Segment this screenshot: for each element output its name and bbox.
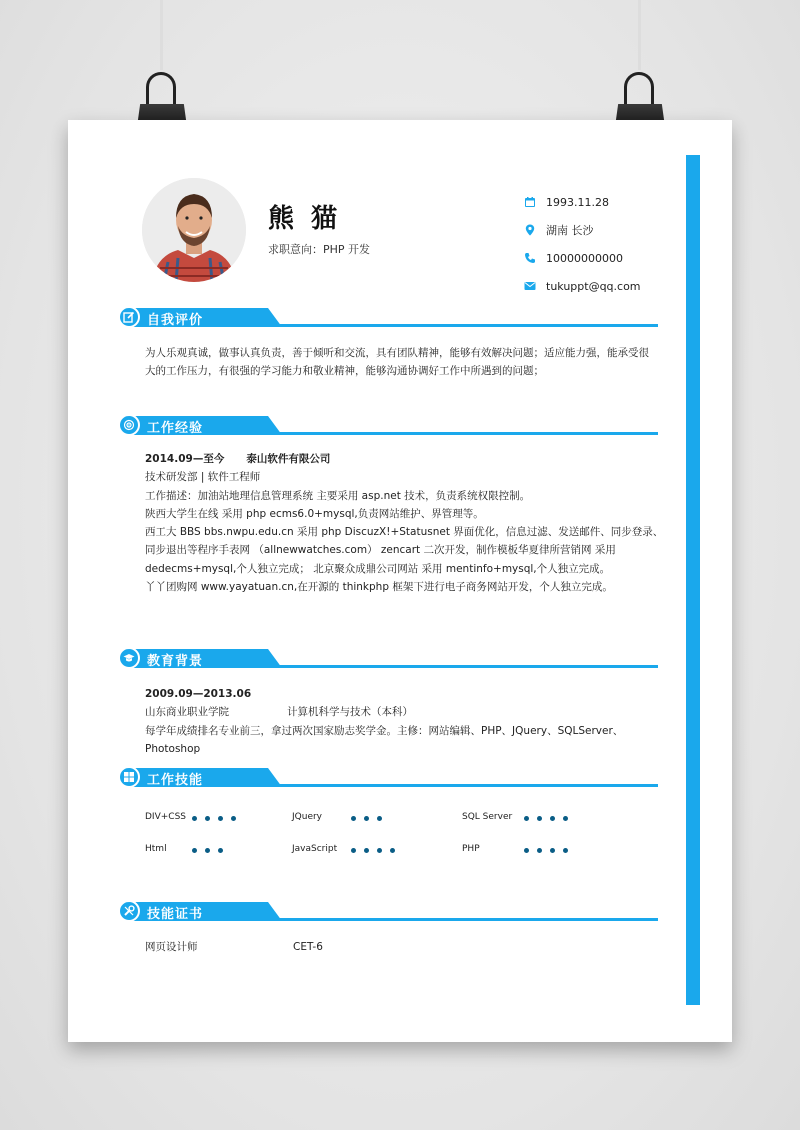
section-header-certs	[120, 902, 660, 928]
skill-dot	[364, 848, 369, 853]
skill-dot	[524, 848, 529, 853]
binder-clip-left	[136, 0, 188, 140]
skill-dot	[550, 848, 555, 853]
avatar	[142, 178, 246, 282]
education-school: 山东商业职业学院	[145, 706, 229, 719]
binder-clip-right	[614, 0, 666, 140]
work-text	[145, 450, 665, 596]
skill-dot	[351, 816, 356, 821]
skill-name: JQuery	[292, 812, 323, 822]
contact-birthdate	[524, 188, 641, 216]
skill-dot	[231, 816, 236, 821]
text-line: 西工大 BBS bbs.nwpu.edu.cn 采用 php DiscuzX!+Statusnet 界面优化，信息过滤、发送邮件、同步登录、	[145, 526, 664, 539]
skill-dot	[377, 848, 382, 853]
skill-name: SQL Server	[462, 812, 513, 822]
skill-level-dots	[192, 848, 231, 853]
skill-dot	[563, 816, 568, 821]
contact-value: 1993.11.28	[546, 195, 609, 209]
accent-side-bar	[686, 155, 700, 1005]
skill-dot	[192, 848, 197, 853]
skill-dot	[218, 816, 223, 821]
skill-dot	[563, 848, 568, 853]
skill-level-dots	[524, 816, 576, 821]
wrench-icon	[118, 900, 140, 922]
section-header-work	[120, 416, 660, 442]
text-line: 技术研发部 | 软件工程师	[145, 471, 261, 484]
skill-dot	[205, 816, 210, 821]
skill-dot	[205, 848, 210, 853]
education-text	[145, 685, 665, 758]
edit-icon	[118, 306, 140, 328]
target-icon	[118, 414, 140, 436]
work-heading	[145, 450, 665, 468]
skill-name: Html	[145, 844, 167, 854]
job-intent: 求职意向：PHP 开发	[268, 243, 371, 256]
skill-dot	[351, 848, 356, 853]
skill-dot	[537, 848, 542, 853]
text-line: 大的工作压力，有很强的学习能力和敬业精神，能够沟通协调好工作中所遇到的问题；	[145, 365, 544, 378]
graduation-cap-icon	[118, 647, 140, 669]
skill-dot	[364, 816, 369, 821]
candidate-name: 熊 猫	[268, 204, 342, 234]
contact-email	[524, 272, 641, 300]
skill-dot	[524, 816, 529, 821]
contact-location	[524, 216, 641, 244]
contact-phone	[524, 244, 641, 272]
cert-item: 网页设计师	[145, 941, 198, 953]
mail-icon	[524, 280, 536, 292]
text-line: 陕西大学生在线 采用 php ecms6.0+mysql,负责网站维护、界管理等。	[145, 507, 484, 520]
certs-row	[145, 938, 665, 956]
education-school-row	[145, 703, 665, 721]
text-line: 同步退出等程序手表网 （allnewwatches.com） zencart 二次开发，制作模板华夏律所营销网 采用	[145, 544, 616, 557]
skill-name: DIV+CSS	[145, 812, 186, 822]
grid-icon	[118, 766, 140, 788]
text-line: dedecms+mysql,个人独立完成； 北京聚众成鼎公司网站 采用 mentinfo+mysql,个人独立完成。	[145, 562, 611, 575]
contact-value: 10000000000	[546, 251, 623, 265]
contact-value: tukuppt@qq.com	[546, 279, 641, 293]
phone-icon	[524, 252, 536, 264]
section-title: 工作技能	[147, 773, 204, 788]
section-header-self-eval	[120, 308, 660, 334]
text-line: 丫丫团购网 www.yayatuan.cn,在开源的 thinkphp 框架下进行电子商务网站开发，个人独立完成。	[145, 581, 613, 594]
cert-item: CET-6	[293, 941, 323, 953]
text-line: 工作描述：加油站地理信息管理系统 主要采用 asp.net 技术，负责系统权限控制。	[145, 489, 531, 502]
contact-list	[524, 188, 641, 300]
skill-level-dots	[351, 848, 403, 853]
section-header-skills	[120, 768, 660, 794]
section-title: 工作经验	[147, 421, 204, 436]
section-header-education	[120, 649, 660, 675]
skill-level-dots	[524, 848, 576, 853]
section-title: 自我评价	[147, 313, 204, 328]
skill-dot	[218, 848, 223, 853]
contact-value: 湖南 长沙	[546, 224, 594, 237]
section-title: 技能证书	[147, 907, 204, 922]
education-period: 2009.09—2013.06	[145, 688, 252, 700]
calendar-icon	[524, 196, 536, 208]
skill-level-dots	[351, 816, 390, 821]
skill-dot	[537, 816, 542, 821]
skill-dot	[377, 816, 382, 821]
skill-dot	[390, 848, 395, 853]
education-detail: 每学年成绩排名专业前三，拿过两次国家励志奖学金。主修：网站编辑、PHP、JQuery、SQLServer、Photoshop	[145, 724, 624, 755]
text-line: 为人乐观真诚，做事认真负责，善于倾听和交流，具有团队精神，能够有效解决问题；适应能力强，能承受很	[145, 347, 649, 359]
location-pin-icon	[524, 224, 536, 236]
skill-name: JavaScript	[292, 844, 338, 854]
resume-page	[68, 120, 732, 1042]
work-period: 2014.09—至今	[145, 453, 225, 465]
work-company: 泰山软件有限公司	[246, 453, 331, 465]
section-title: 教育背景	[147, 654, 204, 669]
education-major: 计算机科学与技术（本科）	[287, 706, 413, 719]
skill-level-dots	[192, 816, 244, 821]
self-eval-text	[145, 344, 665, 381]
skill-dot	[192, 816, 197, 821]
skill-dot	[550, 816, 555, 821]
skill-name: PHP	[462, 844, 480, 854]
